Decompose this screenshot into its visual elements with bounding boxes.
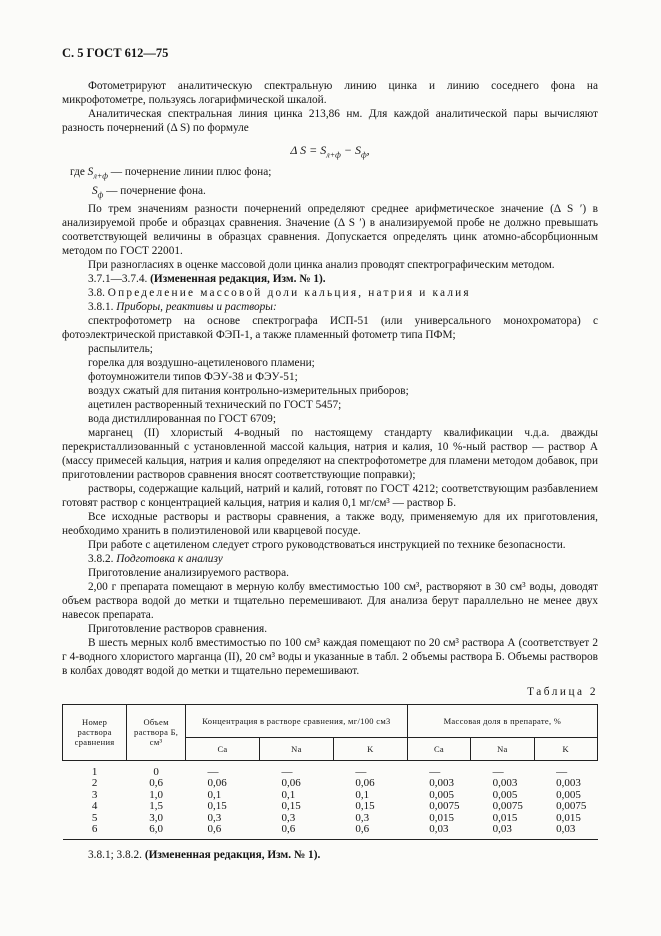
table-cell: 0,3 [281, 811, 296, 824]
where-sub: л+ф [93, 171, 108, 181]
table-cell: 0,6 [207, 823, 222, 836]
table-cell: 0,15 [207, 800, 227, 813]
paragraph: При работе с ацетиленом следует строго руководствоваться инструкцией по технике безопасности. [88, 538, 566, 551]
subsection-title: Подготовка к анализу [116, 552, 223, 565]
clause-number: 3.8.2. [88, 552, 117, 565]
table-cell: 0,03 [429, 823, 449, 836]
table-cell: 0,003 [556, 777, 581, 790]
where-text: — почернение линии плюс фона; [107, 166, 272, 179]
table-cell: 1,5 [149, 800, 163, 813]
table-cell: 0,015 [492, 811, 518, 824]
table-cell: 0,005 [429, 788, 455, 801]
formula-mid: − S [340, 143, 361, 157]
table-cell: 0,005 [556, 788, 581, 801]
table-cell: 1 [91, 765, 98, 778]
table-cell: 6 [91, 823, 98, 836]
list-item: вода дистиллированная по ГОСТ 6709; [88, 412, 276, 425]
column-header: Массовая доля в препарате, % [407, 704, 597, 737]
table-cell: 0,1 [207, 788, 222, 801]
table-row [63, 824, 598, 839]
subcolumn-header: K [534, 737, 597, 760]
paragraph: Фотометрируют аналитическую спектральную линию цинка и линию соседнего фона на микрофотометре, пользуясь логарифмической шкалой. [62, 80, 598, 106]
subsection-heading [62, 552, 598, 566]
table-cell: 0,005 [492, 788, 518, 801]
formula-sub: ф [360, 150, 367, 160]
list-item: воздух сжатый для питания контрольно-измерительных приборов; [88, 384, 409, 397]
table-cell: 0,0075 [556, 800, 587, 813]
column-header: Номер раствора сравнения [63, 704, 127, 760]
paragraph: При разногласиях в оценке массовой доли цинка анализ проводят спектрографическим методом. [88, 258, 555, 271]
where-label: где [70, 166, 85, 179]
list-item: спектрофотометр на основе спектрографа ИСП-51 (или универсального монохроматора) с фотоэлектрической приставкой ФЭП-1, а также пламенный фотометр типа ПФМ; [62, 314, 598, 341]
formula-sub: л+ф [326, 150, 341, 160]
table-cell: 0,1 [281, 788, 296, 801]
paragraph [62, 272, 598, 286]
paragraph: Приготовление растворов сравнения. [88, 622, 268, 635]
table-cell: — [207, 765, 219, 778]
table-cell: — [281, 765, 293, 778]
table-cell: 0,0075 [429, 800, 460, 813]
where-symbol: S [87, 166, 94, 179]
paragraph: По трем значениям разности почернений определяют среднее арифметическое значение (Δ S ′) в анализируемой пробе и образцах сравнения. Значение (Δ S ′) в анализируемой пробе не должно превышать соответствующей величины в образцах сравнения. Допускается определять цинк атомно-абсорбционным методом по ГОСТ 22001. [62, 202, 598, 257]
table-cell: 0,15 [281, 800, 301, 813]
table-cell: 0,1 [355, 788, 370, 801]
subcolumn-header: Ca [407, 737, 470, 760]
subcolumn-header: Na [259, 737, 333, 760]
table-cell: 0 [153, 765, 159, 778]
clause-number: 3.7.1—3.7.4. [88, 272, 151, 285]
where-text: — почернение фона. [103, 184, 206, 197]
subsection-heading [62, 300, 598, 314]
list-item: ацетилен растворенный технический по ГОСТ 5457; [88, 398, 342, 411]
table-caption: Таблица 2 [527, 685, 598, 698]
paragraph: Аналитическая спектральная линия цинка 213,86 нм. Для каждой аналитической пары вычисляют разность почернений (Δ S) по формуле [62, 108, 598, 134]
table-row [63, 778, 598, 790]
list-item: распылитель; [88, 342, 153, 355]
table-cell: 0,06 [355, 777, 375, 790]
paragraph: Все исходные растворы и растворы сравнения, а также воду, применяемую для их приготовления, необходимо хранить в полиэтиленовой или кварцевой посуде. [62, 510, 598, 537]
list-item: горелка для воздушно-ацетиленового пламени; [88, 356, 315, 369]
paragraph: В шесть мерных колб вместимостью по 100 см³ каждая помещают по 20 см³ раствора А (соответствует 2 г 4-водного хлористого марганца (II), 20 см³ воды и указанные в табл. 2 объемы раствора Б. Объемы растворов в колбах доводят водой до метки и тщательно перемешивают. [62, 636, 598, 677]
table-cell: 2 [91, 777, 98, 790]
section-heading [62, 286, 598, 300]
subcolumn-header: K [333, 737, 407, 760]
table-cell: 4 [91, 800, 98, 813]
table-row [63, 801, 598, 813]
revision-note: (Измененная редакция, Изм. № 1). [144, 848, 321, 861]
table-cell: — [355, 765, 367, 778]
table-cell: — [492, 765, 504, 778]
table-cell: 5 [91, 811, 98, 824]
table-cell: 0,06 [281, 777, 301, 790]
table-cell: 6,0 [149, 823, 163, 836]
table-cell: — [429, 765, 441, 778]
where-sub: ф [97, 189, 104, 199]
paragraph: 2,00 г препарата помещают в мерную колбу вместимостью 100 см³, растворяют в 30 см³ воды, доводят объем раствора водой до метки и тщательно перемешивают. Для анализа берут параллельно не менее двух навесок препарата. [62, 580, 598, 621]
list-item: фотоумножители типов ФЭУ-38 и ФЭУ-51; [88, 370, 298, 383]
table-cell: 0,6 [355, 823, 370, 836]
table-cell: 3 [91, 788, 98, 801]
list-item: марганец (II) хлористый 4-водный по настоящему стандарту квалификации ч.д.а. дважды перекристаллизованный с установленной массой кальция, натрия и калия, 10 %-ный раствор — раствор А (массу примесей кальция, натрия и калия определяют на спектрофотометре для пламени методом добавок, при приготовлении растворов сравнения вносят соответствующие поправки); [62, 426, 598, 481]
column-header: Объем раствора Б, см³ [127, 704, 186, 760]
table-cell: 0,003 [492, 777, 518, 790]
subsection-title: Приборы, реактивы и растворы: [116, 300, 277, 313]
table-row [63, 813, 598, 825]
table-cell: 0,3 [207, 811, 222, 824]
table-cell: 0,0075 [492, 800, 523, 813]
table-cell: 0,015 [556, 811, 581, 824]
where-symbol: S [92, 184, 98, 197]
table-cell: 0,06 [207, 777, 227, 790]
formula-legend [70, 165, 598, 202]
table-cell: 0,03 [492, 823, 512, 836]
table-cell: 0,15 [355, 800, 375, 813]
formula-lhs: Δ S = S [290, 143, 327, 157]
table-cell: 0,003 [429, 777, 455, 790]
table-cell: 0,6 [149, 777, 163, 790]
clause-number: 3.8.1; 3.8.2. [88, 848, 145, 861]
column-header: Концентрация в растворе сравнения, мг/100 см3 [186, 704, 408, 737]
clause-number: 3.8.1. [88, 300, 117, 313]
table-cell: 3,0 [149, 811, 163, 824]
table-body [63, 760, 598, 839]
table-cell: 1,0 [149, 788, 163, 801]
table-cell: 0,6 [281, 823, 296, 836]
footnote [62, 848, 598, 862]
table-cell: — [556, 765, 568, 778]
list-item: растворы, содержащие кальций, натрий и калий, готовят по ГОСТ 4212; соответствующим разбавлением готовят раствор с концентрацией кальция, натрия и калия 0,1 мг/см³ — раствор Б. [62, 482, 598, 509]
formula-end: , [366, 143, 370, 157]
paragraph: Приготовление анализируемого раствора. [88, 566, 289, 579]
revision-note: (Измененная редакция, Изм. № 1). [150, 272, 326, 285]
section-title: Определение массовой доли кальция, натрия и калия [107, 286, 471, 299]
table-cell: 0,3 [355, 811, 370, 824]
table-cell: 0,03 [556, 823, 576, 836]
data-table [62, 704, 598, 840]
table-cell: 0,015 [429, 811, 455, 824]
clause-number: 3.8. [88, 286, 108, 299]
page-header: С. 5 ГОСТ 612—75 [62, 46, 169, 60]
table-row [63, 760, 598, 778]
subcolumn-header: Ca [186, 737, 260, 760]
formula [62, 143, 598, 159]
subcolumn-header: Na [471, 737, 534, 760]
